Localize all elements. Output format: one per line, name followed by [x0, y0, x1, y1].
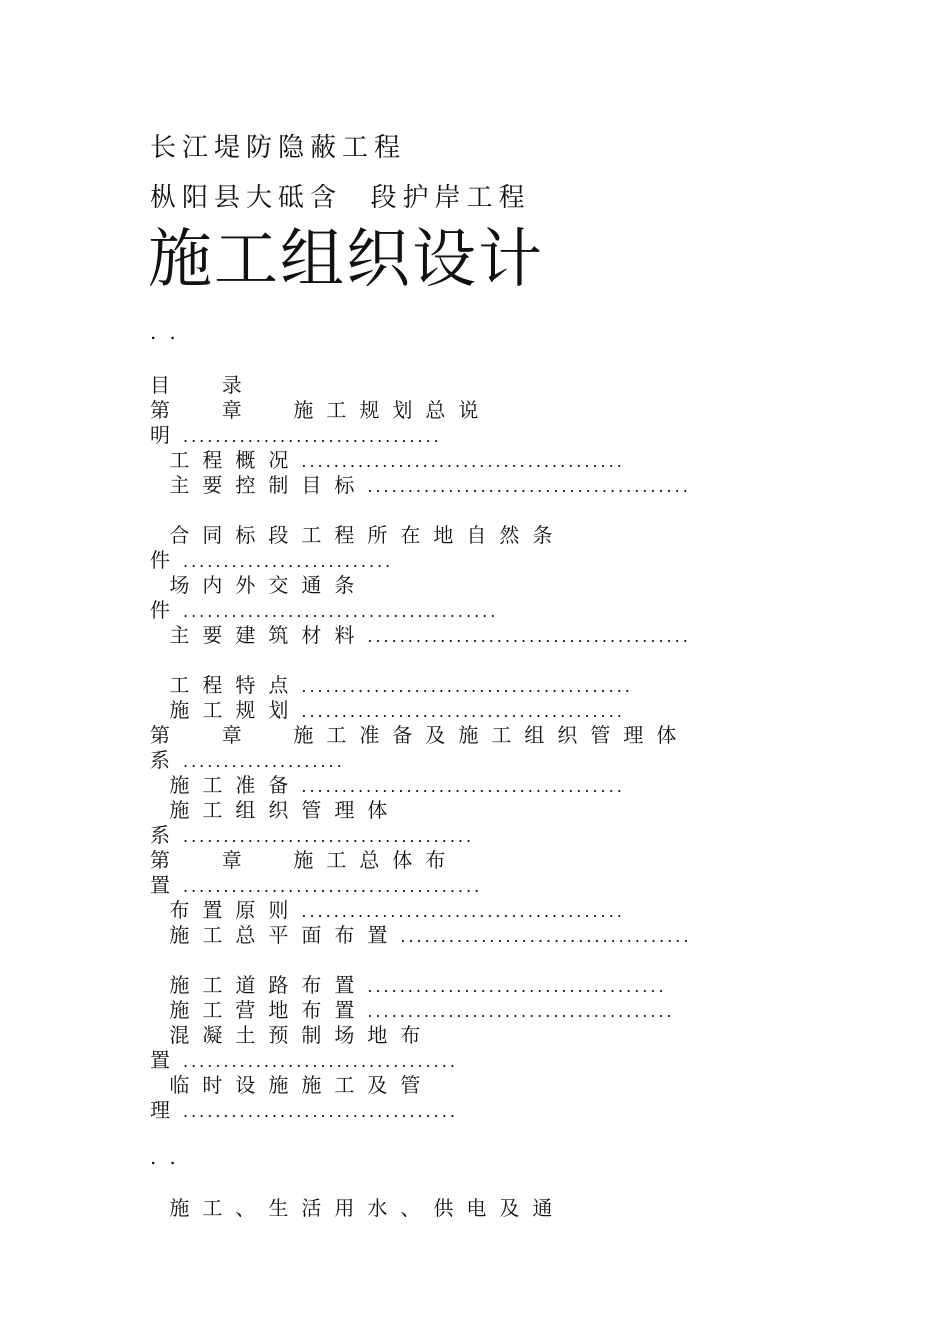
project-line-1: 长江堤防隐蔽工程 [150, 133, 407, 163]
toc-entry[interactable] [150, 450, 625, 470]
toc-entry[interactable] [150, 1050, 458, 1070]
toc-entry-text: 施工总平面布置 [150, 923, 401, 947]
toc-entry-dots: ........................................ [367, 477, 691, 496]
toc-entry[interactable] [150, 825, 474, 845]
toc-entry-text: 工程概况 [150, 448, 302, 472]
toc-entry[interactable] [150, 925, 691, 945]
toc-entry[interactable] [150, 725, 689, 745]
toc-entry-text: 场内外交通条 [150, 573, 368, 597]
toc-entry-dots: .................................... [183, 827, 475, 846]
toc-entry[interactable] [150, 675, 633, 695]
toc-entry[interactable] [150, 700, 625, 720]
toc-entry[interactable] [150, 575, 367, 595]
toc-entry-text: 件 [150, 548, 183, 572]
toc-entry-text: 主要建筑材料 [150, 623, 368, 647]
toc-entry-dots: ......................................... [301, 677, 633, 696]
separator-dots: .. [150, 320, 189, 344]
toc-entry-text: 第 章 施工总体布 [150, 848, 459, 872]
toc-entry[interactable] [150, 800, 400, 820]
toc-entry[interactable] [150, 525, 565, 545]
toc-entry-text: 系 [150, 823, 183, 847]
toc-entry-dots: ........................................ [301, 702, 625, 721]
toc-entry-dots: ...................................... [367, 1002, 675, 1021]
toc-entry-text: 布置原则 [150, 898, 302, 922]
toc-entry-text: 理 [150, 1098, 183, 1122]
toc-entry-dots: ..................................... [367, 977, 667, 996]
toc-entry[interactable] [150, 900, 625, 920]
toc-tail-line: 施工、生活用水、供电及通 [150, 1196, 566, 1220]
toc-entry-dots: ........................................ [301, 902, 625, 921]
toc-entry[interactable] [150, 875, 482, 895]
project-line-2: 枞阳县大砥含 段护岸工程 [150, 183, 531, 213]
toc-entry-text: 合同标段工程所在地自然条 [150, 523, 566, 547]
toc-entry[interactable] [150, 1075, 433, 1095]
toc-entry-dots: ........................................ [367, 627, 691, 646]
toc-entry-text: 系 [150, 748, 183, 772]
toc-entry[interactable] [150, 1100, 458, 1120]
toc-entry-text: 施工规划 [150, 698, 302, 722]
toc-entry-dots: .................... [183, 752, 345, 771]
toc-entry-text: 明 [150, 423, 183, 447]
toc-entry[interactable] [150, 425, 442, 445]
separator-dots-2: .. [150, 1145, 189, 1169]
toc-entry[interactable] [150, 1025, 433, 1045]
toc-entry[interactable] [150, 975, 667, 995]
toc-entry-text: 施工营地布置 [150, 998, 368, 1022]
toc-entry-dots: .................................. [183, 1102, 458, 1121]
toc-entry-text: 施工准备 [150, 773, 302, 797]
toc-entry-text: 主要控制目标 [150, 473, 368, 497]
toc-entry-text: 混凝土预制场地布 [150, 1023, 434, 1047]
toc-entry-text: 件 [150, 598, 183, 622]
toc-entry[interactable] [150, 400, 491, 420]
toc-entry-dots: ....................................... [183, 602, 499, 621]
toc-entry-dots: ..................................... [183, 877, 483, 896]
toc-entry[interactable] [150, 625, 691, 645]
toc-entry[interactable] [150, 850, 458, 870]
toc-entry-text: 第 章 施工规划总说 [150, 398, 492, 422]
toc-heading: 目 录 [150, 373, 255, 397]
toc-entry[interactable] [150, 750, 345, 770]
toc-entry-dots: ................................ [183, 427, 442, 446]
toc-entry[interactable] [150, 1000, 675, 1020]
toc-entry-text: 施工组织管理体 [150, 798, 401, 822]
toc-entry-dots: .......................... [183, 552, 394, 571]
toc-entry[interactable] [150, 775, 625, 795]
toc-entry[interactable] [150, 550, 393, 570]
toc-entry-text: 置 [150, 1048, 183, 1072]
toc-entry-text: 施工道路布置 [150, 973, 368, 997]
toc-entry-text: 置 [150, 873, 183, 897]
toc-entry-text: 第 章 施工准备及施工组织管理体 [150, 723, 690, 747]
toc-entry-text: 工程特点 [150, 673, 302, 697]
toc-entry[interactable] [150, 475, 691, 495]
document-title: 施工组织设计 [148, 223, 544, 297]
toc-entry-text: 临时设施施工及管 [150, 1073, 434, 1097]
toc-entry[interactable] [150, 600, 498, 620]
toc-entry-dots: .................................... [400, 927, 692, 946]
toc-entry-dots: ........................................ [301, 777, 625, 796]
toc-entry-dots: ........................................ [301, 452, 625, 471]
toc-entry-dots: .................................. [183, 1052, 458, 1071]
